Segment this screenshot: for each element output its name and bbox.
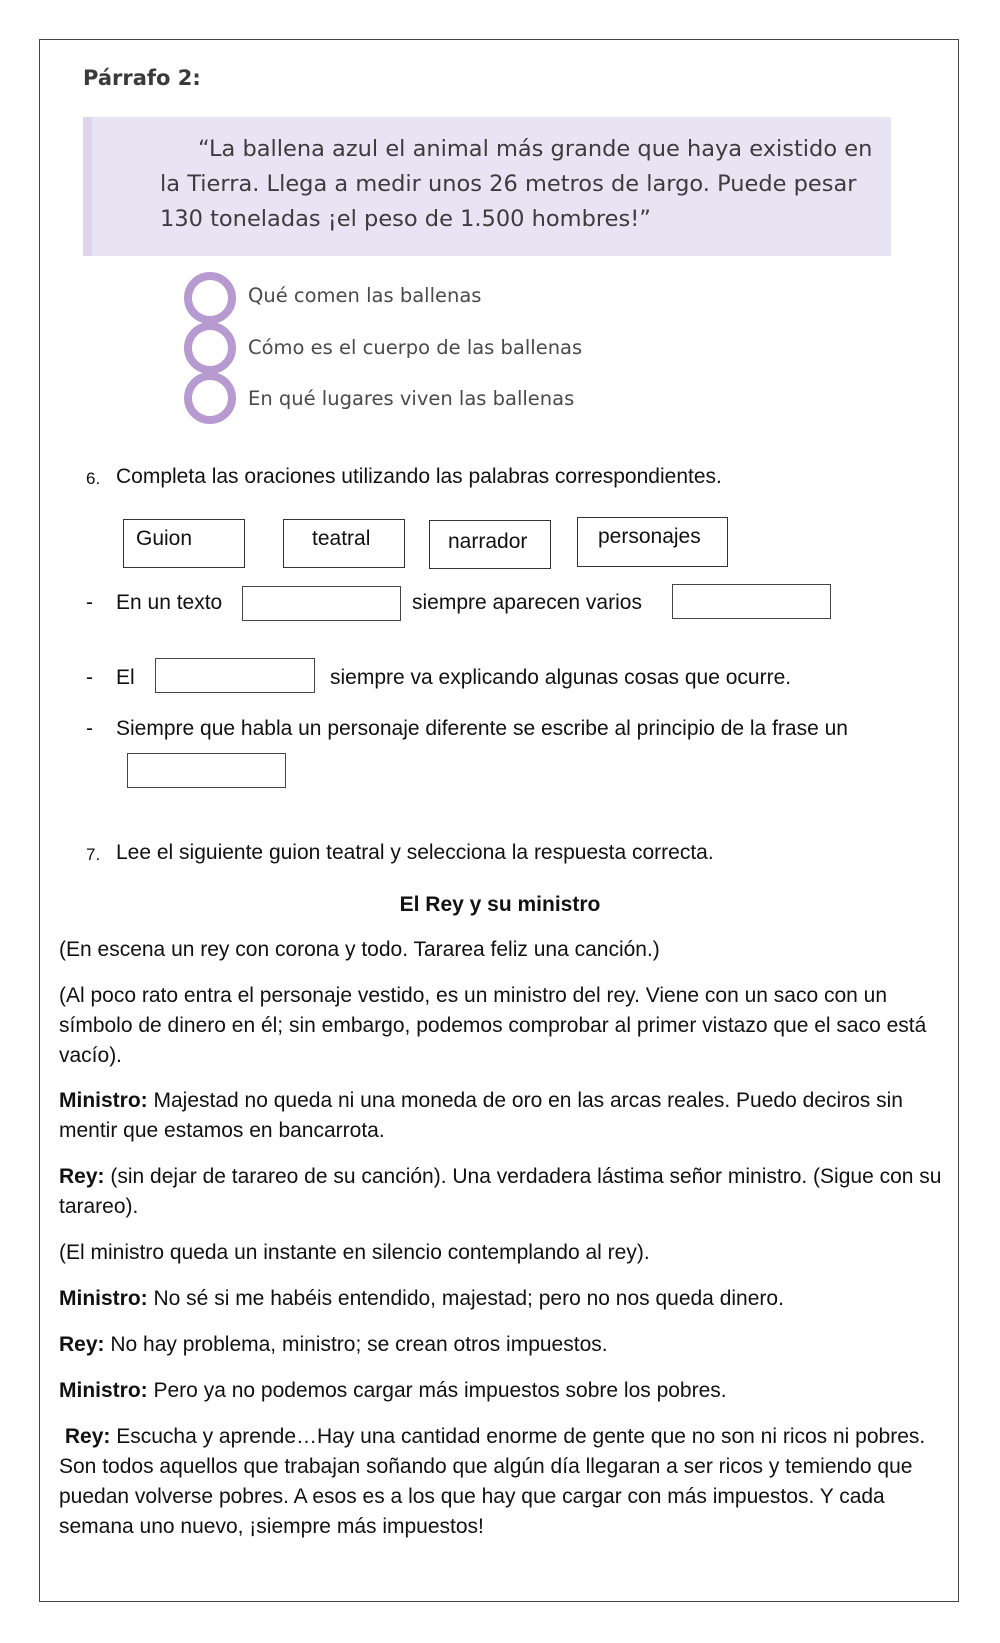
worksheet-frame (39, 39, 959, 1602)
sentence-2-part-1: El (116, 666, 135, 689)
line-text-5: (El ministro queda un instante en silencio contemplando al rey). (59, 1241, 650, 1264)
option-radio-1[interactable] (184, 272, 236, 324)
sentence-1-part-1: En un texto (116, 591, 223, 614)
dialogue-rey-3 (59, 1422, 944, 1542)
stage-direction-1 (59, 935, 944, 965)
stage-direction-2 (59, 981, 944, 1071)
blank-1[interactable] (242, 586, 401, 621)
line-text-7: No hay problema, ministro; se crean otros impuestos. (110, 1333, 608, 1356)
line-text-2: (Al poco rato entra el personaje vestido, es un ministro del rey. Viene con un saco con un símbolo de dinero en él; sin embargo, podemos comprobar al primer vistazo que el saco está vacío). (59, 984, 927, 1067)
option-radio-3[interactable] (184, 372, 236, 424)
word-card-guion[interactable]: Guion (123, 519, 245, 568)
option-label-1: Qué comen las ballenas (248, 284, 482, 307)
line-text-6: No sé si me habéis entendido, majestad; pero no nos queda dinero. (153, 1287, 784, 1310)
play-title: El Rey y su ministro (399, 893, 601, 916)
word-card-personajes[interactable]: personajes (577, 517, 728, 567)
dialogue-ministro-2 (59, 1284, 944, 1314)
dash-3: - (86, 717, 93, 740)
question-7-number: 7. (86, 845, 101, 864)
sentence-2-part-2: siempre va explicando algunas cosas que ocurre. (330, 666, 792, 689)
dialogue-rey-1 (59, 1162, 944, 1222)
quote-text: “La ballena azul el animal más grande que haya existido en la Tierra. Llega a medir unos 26 metros de largo. Puede pesar 130 toneladas ¡el peso de 1.500 hombres!” (160, 136, 873, 232)
stage-direction-3 (59, 1238, 944, 1268)
dialogue-ministro-1 (59, 1086, 944, 1146)
question-6-number: 6. (86, 469, 101, 488)
speaker-rey-2: Rey: (59, 1333, 105, 1356)
word-card-narrador[interactable]: narrador (429, 520, 551, 569)
question-7-prompt: Lee el siguiente guion teatral y selecciona la respuesta correcta. (116, 841, 714, 864)
paragraph-2-title: Párrafo 2: (83, 66, 201, 90)
line-text-4: (sin dejar de tarareo de su canción). Una verdadera lástima señor ministro. (Sigue con su tarareo). (59, 1165, 942, 1218)
sentence-1-part-2: siempre aparecen varios (412, 591, 642, 614)
line-text-8: Pero ya no podemos cargar más impuestos sobre los pobres. (153, 1379, 727, 1402)
option-radio-2[interactable] (184, 322, 236, 374)
dialogue-ministro-3 (59, 1376, 944, 1406)
line-text-3: Majestad no queda ni una moneda de oro en las arcas reales. Puedo deciros sin mentir que estamos en bancarrota. (59, 1089, 903, 1142)
option-label-3: En qué lugares viven las ballenas (248, 387, 575, 410)
word-card-teatral[interactable]: teatral (283, 519, 405, 568)
speaker-ministro-2: Ministro: (59, 1287, 148, 1310)
quote-box (83, 117, 891, 256)
speaker-ministro-3: Ministro: (59, 1379, 148, 1402)
speaker-rey-1: Rey: (59, 1165, 105, 1188)
speaker-ministro-1: Ministro: (59, 1089, 148, 1112)
blank-2[interactable] (672, 584, 831, 619)
blank-4[interactable] (127, 753, 286, 788)
option-label-2: Cómo es el cuerpo de las ballenas (248, 336, 583, 359)
question-6-prompt: Completa las oraciones utilizando las palabras correspondientes. (116, 465, 722, 488)
dash-1: - (86, 591, 93, 614)
dialogue-rey-2 (59, 1330, 944, 1360)
line-text-9: Escucha y aprende…Hay una cantidad enorme de gente que no son ni ricos ni pobres. Son todos aquellos que trabajan soñando que algún día llegaran a ser ricos y temiendo que puedan volverse pobres. A esos es a los que hay que cargar con más impuestos. Y cada semana uno nuevo, ¡siempre más impuestos! (59, 1425, 926, 1538)
line-text-1: (En escena un rey con corona y todo. Tararea feliz una canción.) (59, 938, 660, 961)
sentence-3-part-1: Siempre que habla un personaje diferente se escribe al principio de la frase un (116, 717, 848, 740)
blank-3[interactable] (155, 658, 315, 693)
dash-2: - (86, 666, 93, 689)
speaker-rey-3: Rey: (64, 1425, 111, 1448)
